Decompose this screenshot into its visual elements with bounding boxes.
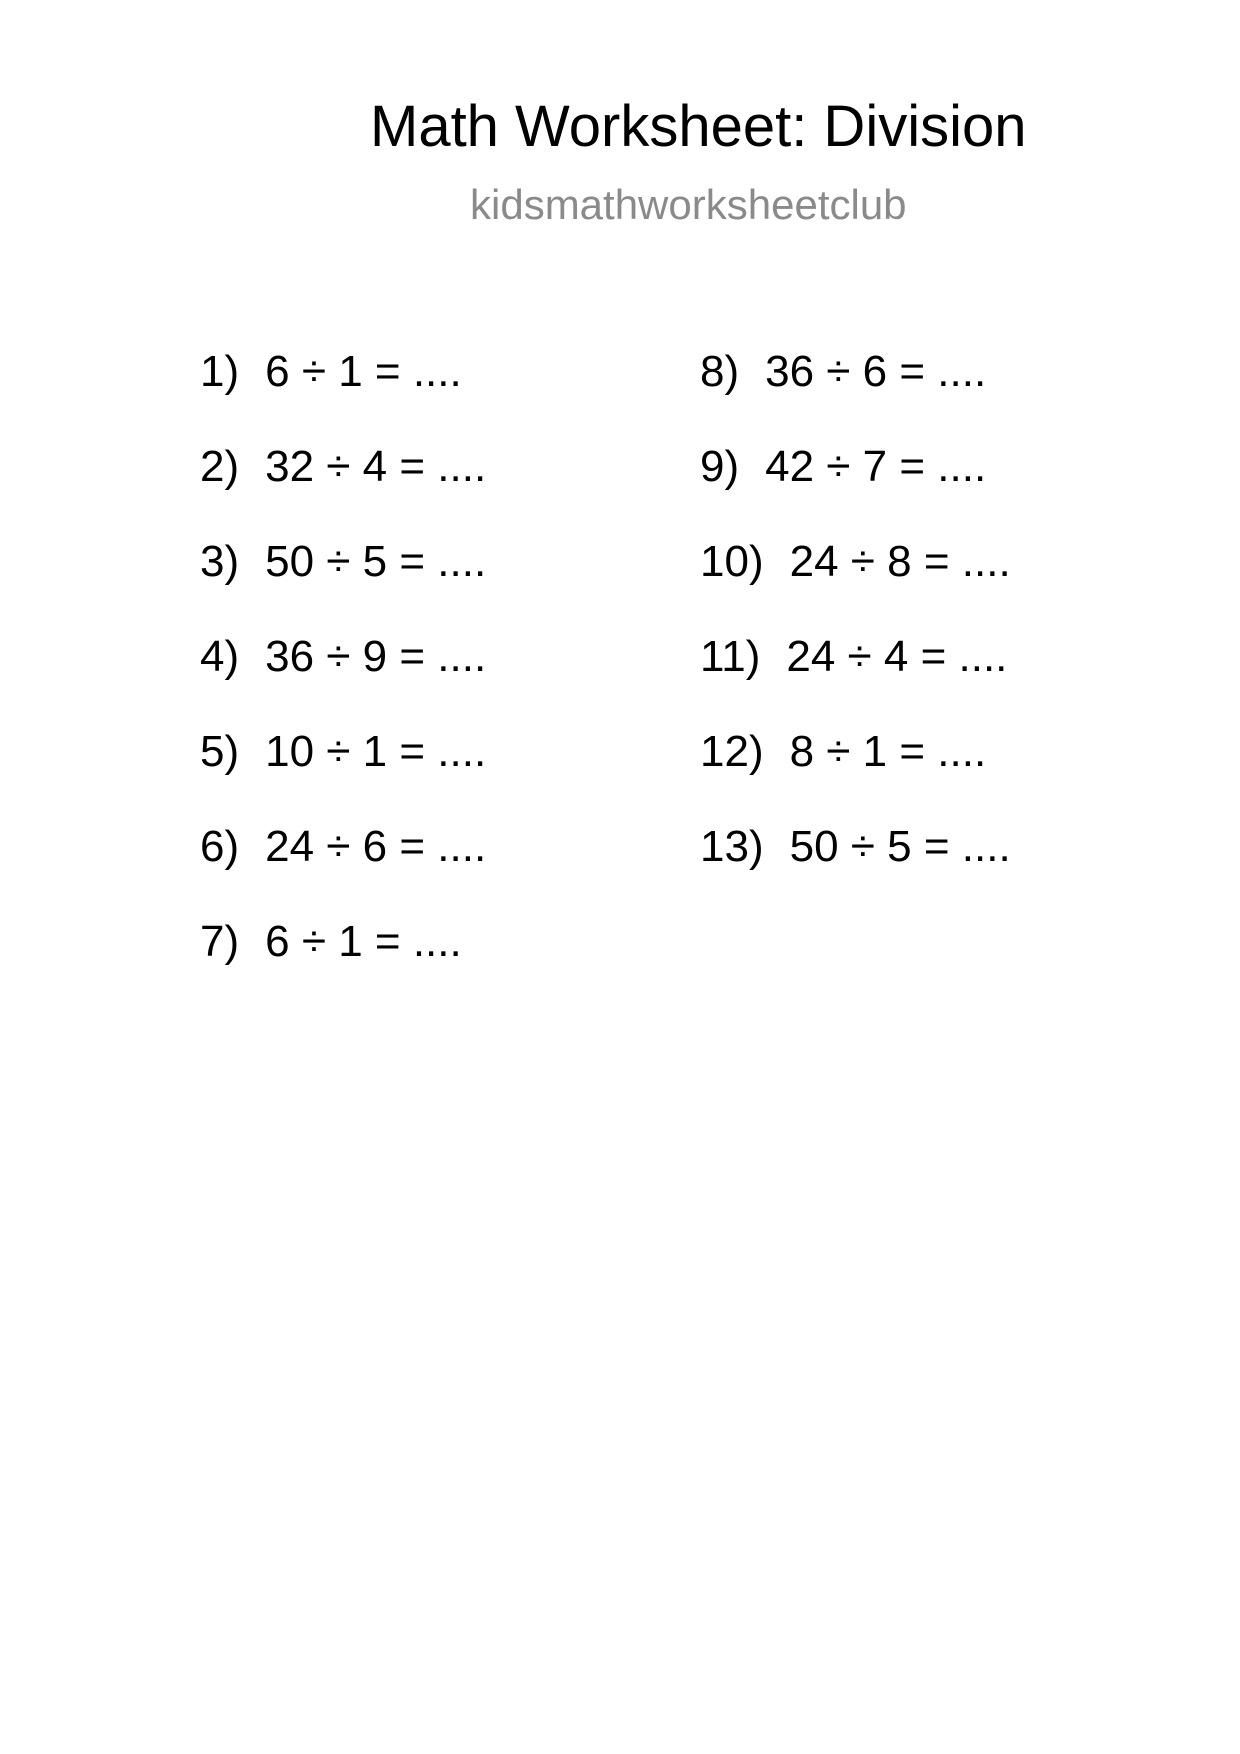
problem-column-right xyxy=(700,347,1011,920)
problem-number: 12 ) xyxy=(700,730,764,774)
problem-number: 8 ) xyxy=(700,350,739,394)
problem-item xyxy=(700,537,1011,635)
problem-expression: 36 ÷ 6 = .... xyxy=(765,347,987,396)
problem-expression: 6 ÷ 1 = .... xyxy=(265,917,462,966)
problem-number: 5 ) xyxy=(200,730,239,774)
problem-item xyxy=(700,822,1011,920)
problem-item xyxy=(700,442,1011,540)
page-subtitle: kidsmathworksheetclub xyxy=(470,181,907,228)
problem-item xyxy=(700,632,1011,730)
problem-number: 7 ) xyxy=(200,920,239,964)
problem-number: 6 ) xyxy=(200,825,239,869)
problem-expression: 24 ÷ 6 = .... xyxy=(265,822,487,871)
problem-column-left xyxy=(200,347,487,1015)
problem-expression: 6 ÷ 1 = .... xyxy=(265,347,462,396)
problem-item xyxy=(200,632,487,730)
problem-number: 4 ) xyxy=(200,635,239,679)
problem-item xyxy=(200,537,487,635)
problem-item xyxy=(200,917,486,1015)
problem-expression: 36 ÷ 9 = .... xyxy=(265,632,487,681)
problem-expression: 8 ÷ 1 = .... xyxy=(789,727,987,776)
problem-expression: 24 ÷ 4 = .... xyxy=(786,632,1008,681)
problem-expression: 42 ÷ 7 = .... xyxy=(765,442,987,491)
problem-expression: 10 ÷ 1 = .... xyxy=(265,727,487,776)
problem-item xyxy=(200,442,487,540)
problem-number: 3 ) xyxy=(200,540,239,584)
problem-number: 9 ) xyxy=(700,445,739,489)
problem-expression: 50 ÷ 5 = .... xyxy=(789,822,1011,871)
problem-number: 2 ) xyxy=(200,445,239,489)
problem-expression: 32 ÷ 4 = .... xyxy=(265,442,487,491)
page-title: Math Worksheet: Division xyxy=(370,94,1027,159)
problem-expression: 50 ÷ 5 = .... xyxy=(265,537,487,586)
problem-item xyxy=(200,727,487,825)
problem-number: 1 ) xyxy=(200,350,239,394)
problem-item xyxy=(200,822,487,920)
problem-item xyxy=(700,347,1011,445)
problem-number: 13 ) xyxy=(700,825,764,869)
problem-number: 10 ) xyxy=(700,540,764,584)
problem-expression: 24 ÷ 8 = .... xyxy=(789,537,1011,586)
problem-item xyxy=(700,727,1011,825)
problem-number: 11 ) xyxy=(700,635,760,679)
problem-item xyxy=(200,347,486,445)
